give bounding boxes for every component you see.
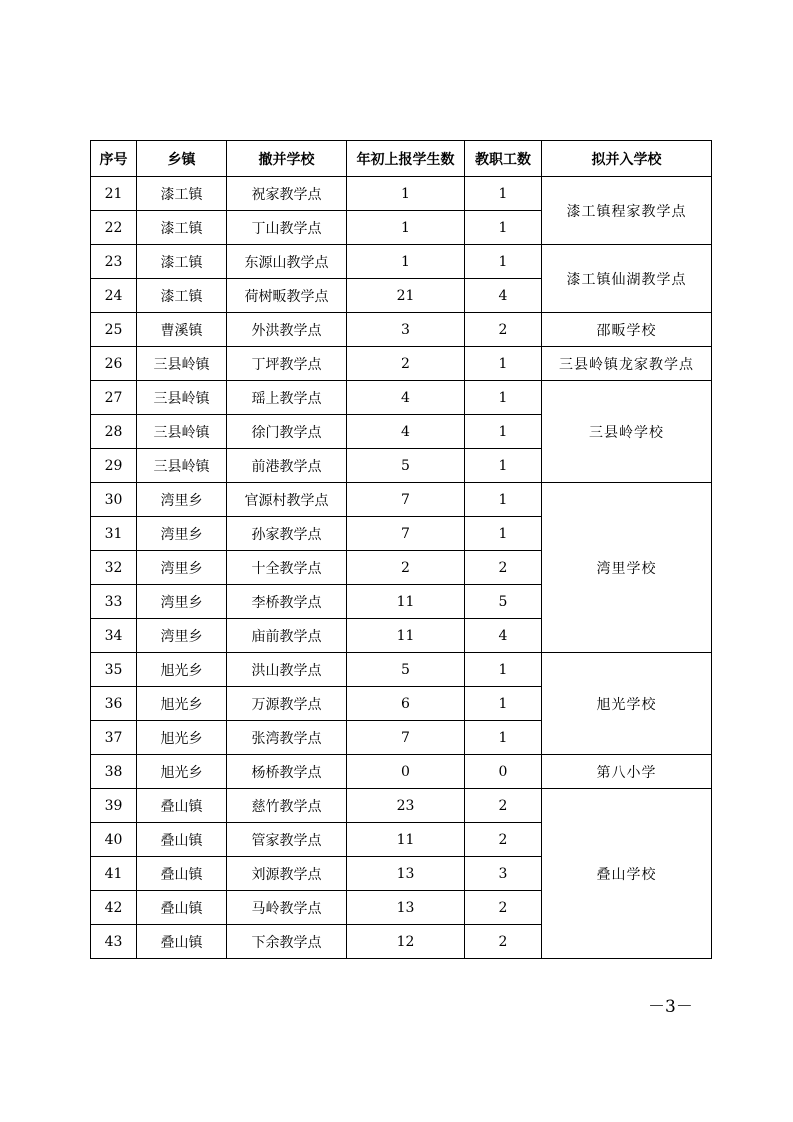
cell-town: 曹溪镇 bbox=[137, 313, 227, 347]
page-number: －3－ bbox=[648, 997, 693, 1017]
cell-destination: 旭光学校 bbox=[542, 653, 712, 755]
cell-students: 7 bbox=[347, 721, 465, 755]
header-no: 序号 bbox=[91, 141, 137, 177]
cell-destination: 漆工镇仙湖教学点 bbox=[542, 245, 712, 313]
header-destination: 拟并入学校 bbox=[542, 141, 712, 177]
cell-school: 慈竹教学点 bbox=[227, 789, 347, 823]
cell-students: 12 bbox=[347, 925, 465, 959]
cell-students: 11 bbox=[347, 823, 465, 857]
cell-staff: 1 bbox=[465, 245, 542, 279]
cell-destination: 叠山学校 bbox=[542, 789, 712, 959]
cell-town: 旭光乡 bbox=[137, 721, 227, 755]
cell-no: 35 bbox=[91, 653, 137, 687]
cell-staff: 1 bbox=[465, 653, 542, 687]
cell-staff: 2 bbox=[465, 823, 542, 857]
cell-no: 30 bbox=[91, 483, 137, 517]
cell-no: 26 bbox=[91, 347, 137, 381]
cell-school: 马岭教学点 bbox=[227, 891, 347, 925]
table-row bbox=[91, 755, 712, 789]
cell-no: 31 bbox=[91, 517, 137, 551]
cell-town: 三县岭镇 bbox=[137, 449, 227, 483]
cell-students: 3 bbox=[347, 313, 465, 347]
cell-school: 张湾教学点 bbox=[227, 721, 347, 755]
cell-no: 29 bbox=[91, 449, 137, 483]
cell-students: 11 bbox=[347, 585, 465, 619]
cell-town: 旭光乡 bbox=[137, 653, 227, 687]
table-row bbox=[91, 789, 712, 823]
cell-town: 旭光乡 bbox=[137, 755, 227, 789]
cell-no: 32 bbox=[91, 551, 137, 585]
cell-no: 37 bbox=[91, 721, 137, 755]
cell-students: 1 bbox=[347, 211, 465, 245]
cell-destination: 三县岭镇龙家教学点 bbox=[542, 347, 712, 381]
cell-school: 刘源教学点 bbox=[227, 857, 347, 891]
cell-staff: 4 bbox=[465, 619, 542, 653]
table-row bbox=[91, 313, 712, 347]
cell-town: 湾里乡 bbox=[137, 585, 227, 619]
cell-town: 湾里乡 bbox=[137, 483, 227, 517]
cell-no: 22 bbox=[91, 211, 137, 245]
cell-no: 34 bbox=[91, 619, 137, 653]
cell-no: 40 bbox=[91, 823, 137, 857]
cell-destination: 湾里学校 bbox=[542, 483, 712, 653]
cell-school: 杨桥教学点 bbox=[227, 755, 347, 789]
cell-school: 徐门教学点 bbox=[227, 415, 347, 449]
cell-no: 23 bbox=[91, 245, 137, 279]
cell-staff: 1 bbox=[465, 415, 542, 449]
cell-students: 4 bbox=[347, 415, 465, 449]
cell-staff: 2 bbox=[465, 891, 542, 925]
cell-no: 41 bbox=[91, 857, 137, 891]
cell-students: 2 bbox=[347, 551, 465, 585]
cell-no: 28 bbox=[91, 415, 137, 449]
cell-staff: 1 bbox=[465, 381, 542, 415]
cell-no: 24 bbox=[91, 279, 137, 313]
cell-school: 丁坪教学点 bbox=[227, 347, 347, 381]
cell-destination: 漆工镇程家教学点 bbox=[542, 177, 712, 245]
cell-town: 湾里乡 bbox=[137, 551, 227, 585]
cell-students: 1 bbox=[347, 177, 465, 211]
table-body bbox=[91, 177, 712, 959]
cell-staff: 5 bbox=[465, 585, 542, 619]
cell-school: 下余教学点 bbox=[227, 925, 347, 959]
cell-students: 4 bbox=[347, 381, 465, 415]
table-row bbox=[91, 381, 712, 415]
cell-students: 23 bbox=[347, 789, 465, 823]
cell-staff: 2 bbox=[465, 551, 542, 585]
header-staff: 教职工数 bbox=[465, 141, 542, 177]
cell-school: 洪山教学点 bbox=[227, 653, 347, 687]
cell-no: 43 bbox=[91, 925, 137, 959]
cell-staff: 1 bbox=[465, 517, 542, 551]
cell-school: 庙前教学点 bbox=[227, 619, 347, 653]
cell-no: 39 bbox=[91, 789, 137, 823]
cell-staff: 1 bbox=[465, 177, 542, 211]
table-row bbox=[91, 483, 712, 517]
cell-students: 6 bbox=[347, 687, 465, 721]
cell-town: 漆工镇 bbox=[137, 245, 227, 279]
cell-no: 27 bbox=[91, 381, 137, 415]
cell-staff: 3 bbox=[465, 857, 542, 891]
cell-town: 漆工镇 bbox=[137, 177, 227, 211]
cell-staff: 2 bbox=[465, 925, 542, 959]
cell-town: 旭光乡 bbox=[137, 687, 227, 721]
cell-students: 11 bbox=[347, 619, 465, 653]
cell-town: 三县岭镇 bbox=[137, 347, 227, 381]
cell-staff: 1 bbox=[465, 347, 542, 381]
cell-town: 漆工镇 bbox=[137, 279, 227, 313]
table-header-row bbox=[91, 141, 712, 177]
cell-students: 0 bbox=[347, 755, 465, 789]
cell-destination: 第八小学 bbox=[542, 755, 712, 789]
cell-school: 官源村教学点 bbox=[227, 483, 347, 517]
cell-staff: 1 bbox=[465, 449, 542, 483]
cell-staff: 1 bbox=[465, 721, 542, 755]
cell-school: 祝家教学点 bbox=[227, 177, 347, 211]
cell-no: 36 bbox=[91, 687, 137, 721]
cell-staff: 2 bbox=[465, 313, 542, 347]
cell-town: 叠山镇 bbox=[137, 891, 227, 925]
cell-school: 丁山教学点 bbox=[227, 211, 347, 245]
school-merger-table bbox=[90, 140, 712, 959]
cell-staff: 2 bbox=[465, 789, 542, 823]
cell-town: 叠山镇 bbox=[137, 925, 227, 959]
cell-town: 叠山镇 bbox=[137, 857, 227, 891]
cell-staff: 0 bbox=[465, 755, 542, 789]
cell-town: 湾里乡 bbox=[137, 619, 227, 653]
cell-destination: 邵畈学校 bbox=[542, 313, 712, 347]
cell-destination: 三县岭学校 bbox=[542, 381, 712, 483]
table-row bbox=[91, 177, 712, 211]
cell-no: 38 bbox=[91, 755, 137, 789]
cell-town: 三县岭镇 bbox=[137, 415, 227, 449]
cell-town: 漆工镇 bbox=[137, 211, 227, 245]
table-row bbox=[91, 347, 712, 381]
cell-school: 东源山教学点 bbox=[227, 245, 347, 279]
cell-students: 7 bbox=[347, 517, 465, 551]
cell-students: 5 bbox=[347, 653, 465, 687]
cell-school: 李桥教学点 bbox=[227, 585, 347, 619]
cell-staff: 4 bbox=[465, 279, 542, 313]
cell-staff: 1 bbox=[465, 687, 542, 721]
cell-no: 21 bbox=[91, 177, 137, 211]
cell-school: 孙家教学点 bbox=[227, 517, 347, 551]
cell-students: 13 bbox=[347, 891, 465, 925]
cell-town: 叠山镇 bbox=[137, 789, 227, 823]
cell-school: 管家教学点 bbox=[227, 823, 347, 857]
cell-staff: 1 bbox=[465, 211, 542, 245]
cell-students: 21 bbox=[347, 279, 465, 313]
cell-students: 7 bbox=[347, 483, 465, 517]
cell-town: 叠山镇 bbox=[137, 823, 227, 857]
cell-school: 前港教学点 bbox=[227, 449, 347, 483]
cell-students: 2 bbox=[347, 347, 465, 381]
table-row bbox=[91, 653, 712, 687]
cell-no: 42 bbox=[91, 891, 137, 925]
cell-no: 33 bbox=[91, 585, 137, 619]
table-row bbox=[91, 245, 712, 279]
cell-staff: 1 bbox=[465, 483, 542, 517]
cell-school: 荷树畈教学点 bbox=[227, 279, 347, 313]
cell-no: 25 bbox=[91, 313, 137, 347]
cell-students: 1 bbox=[347, 245, 465, 279]
cell-school: 十全教学点 bbox=[227, 551, 347, 585]
cell-school: 外洪教学点 bbox=[227, 313, 347, 347]
header-town: 乡镇 bbox=[137, 141, 227, 177]
cell-town: 三县岭镇 bbox=[137, 381, 227, 415]
header-school: 撤并学校 bbox=[227, 141, 347, 177]
cell-students: 13 bbox=[347, 857, 465, 891]
cell-school: 瑶上教学点 bbox=[227, 381, 347, 415]
cell-school: 万源教学点 bbox=[227, 687, 347, 721]
cell-students: 5 bbox=[347, 449, 465, 483]
cell-town: 湾里乡 bbox=[137, 517, 227, 551]
header-students: 年初上报学生数 bbox=[347, 141, 465, 177]
